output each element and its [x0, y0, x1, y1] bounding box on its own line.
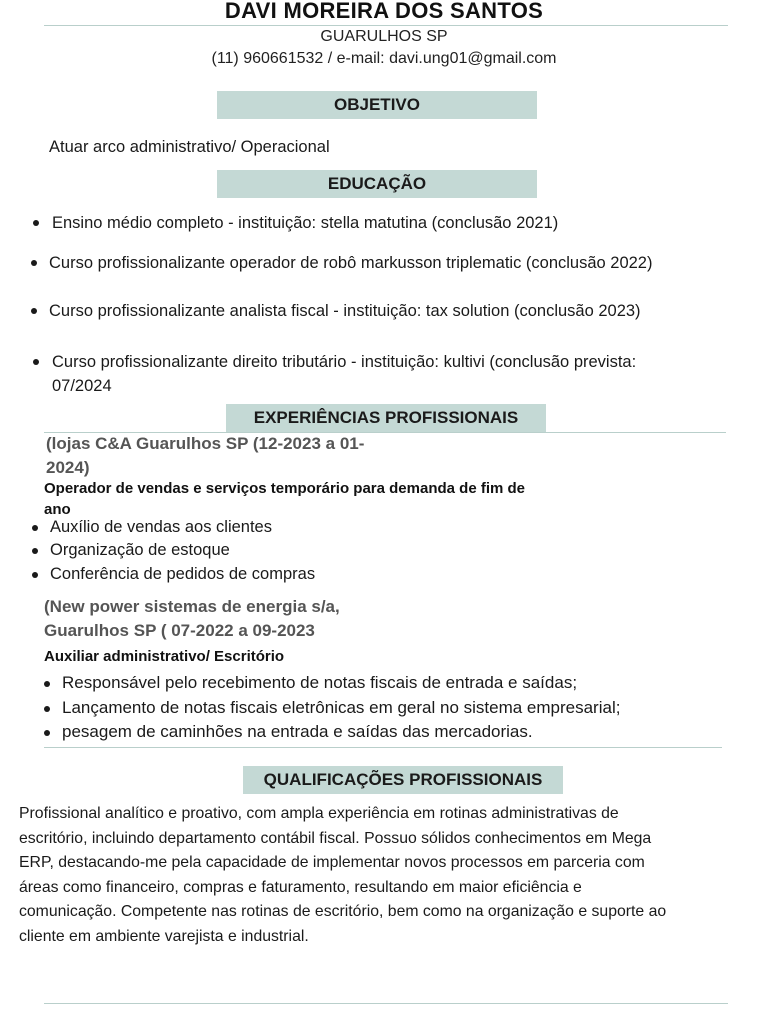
- job-role: Operador de vendas e serviços temporário para demanda de fim de ano: [44, 480, 526, 518]
- experience-end-divider: [44, 747, 722, 748]
- job-task: Lançamento de notas fiscais eletrônicas em geral no sistema empresarial;: [62, 698, 621, 717]
- objective-heading: OBJETIVO: [217, 91, 537, 119]
- education-heading: EDUCAÇÃO: [217, 170, 537, 198]
- bullet-icon: [32, 525, 38, 531]
- job-task: Organização de estoque: [50, 541, 230, 559]
- qualifications-heading: QUALIFICAÇÕES PROFISSIONAIS: [243, 766, 563, 794]
- bullet-icon: [44, 730, 50, 736]
- footer-divider: [44, 1003, 728, 1004]
- job-company: (lojas C&A Guarulhos SP (12-2023 a 01-2024): [46, 434, 365, 477]
- header-divider: [44, 25, 728, 26]
- bullet-icon: [31, 260, 37, 266]
- bullet-icon: [44, 706, 50, 712]
- bullet-icon: [31, 308, 37, 314]
- candidate-contact: (11) 960661532 / e-mail: davi.ung01@gmail.com: [211, 50, 557, 67]
- job-task: Responsável pelo recebimento de notas fiscais de entrada e saídas;: [62, 673, 578, 692]
- job-task: Conferência de pedidos de compras: [50, 565, 316, 583]
- education-item: Curso profissionalizante direito tributário - instituição: kultivi (conclusão prevista: 07/2024: [52, 353, 637, 395]
- education-item: Curso profissionalizante analista fiscal - instituição: tax solution (conclusão 2023): [49, 302, 641, 320]
- job-task: Auxílio de vendas aos clientes: [50, 518, 272, 536]
- bullet-icon: [32, 548, 38, 554]
- bullet-icon: [33, 359, 39, 365]
- candidate-city: GUARULHOS SP: [320, 28, 448, 45]
- education-item: Ensino médio completo - instituição: stella matutina (conclusão 2021): [52, 214, 559, 232]
- objective-text: Atuar arco administrativo/ Operacional: [49, 138, 330, 156]
- candidate-name: DAVI MOREIRA DOS SANTOS: [224, 0, 544, 23]
- job-company: (New power sistemas de energia s/a, Guarulhos SP ( 07-2022 a 09-2023: [44, 597, 340, 640]
- qualifications-text: Profissional analítico e proativo, com ampla experiência em rotinas administrativas de escritório, incluindo departamento contábil fiscal. Possuo sólidos conhecimentos em Mega ERP, destacando-me pela capacidade de implementar novos processos em parceria com áreas como financeiro, compras e faturamento, resultando em maior eficiência e comunicação. Competente nas rotinas de escritório, bem como na organização e suporte ao cliente em ambiente varejista e industrial.: [19, 805, 667, 945]
- job-task: pesagem de caminhões na entrada e saídas das mercadorias.: [62, 722, 533, 741]
- bullet-icon: [44, 681, 50, 687]
- bullet-icon: [32, 572, 38, 578]
- experience-heading: EXPERIÊNCIAS PROFISSIONAIS: [226, 404, 546, 432]
- bullet-icon: [33, 220, 39, 226]
- education-item: Curso profissionalizante operador de robô markusson triplematic (conclusão 2022): [49, 254, 653, 272]
- job-role: Auxiliar administrativo/ Escritório: [44, 648, 285, 665]
